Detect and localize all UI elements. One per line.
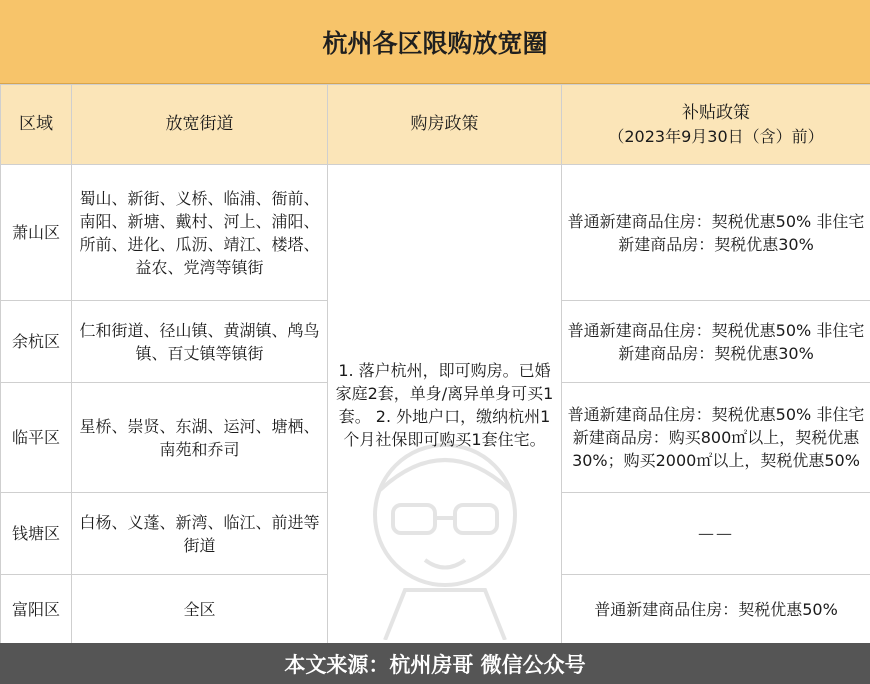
streets-cell: 全区: [72, 575, 328, 645]
header-subsidy: [562, 85, 870, 165]
region-cell: 余杭区: [1, 301, 72, 383]
header-policy: 购房政策: [328, 85, 562, 165]
streets-cell: 星桥、崇贤、东湖、运河、塘栖、南苑和乔司: [72, 383, 328, 493]
table-row: [1, 165, 870, 301]
source-footer: 本文来源：杭州房哥 微信公众号: [0, 643, 870, 684]
streets-cell: 白杨、义蓬、新湾、临江、前进等街道: [72, 493, 328, 575]
subsidy-cell: ——: [562, 493, 870, 575]
header-region: 区域: [1, 85, 72, 165]
region-cell: 富阳区: [1, 575, 72, 645]
region-cell: 临平区: [1, 383, 72, 493]
page-title: 杭州各区限购放宽圈: [0, 0, 870, 84]
header-subsidy-title: 补贴政策: [682, 102, 750, 123]
header-subsidy-subtitle: （2023年9月30日（含）前）: [608, 126, 824, 146]
header-streets: 放宽街道: [72, 85, 328, 165]
streets-cell: 仁和街道、径山镇、黄湖镇、鸬鸟镇、百丈镇等镇街: [72, 301, 328, 383]
subsidy-cell: 普通新建商品住房：契税优惠50%: [562, 575, 870, 645]
region-cell: 萧山区: [1, 165, 72, 301]
subsidy-cell: 普通新建商品住房：契税优惠50% 非住宅新建商品房：契税优惠30%: [562, 301, 870, 383]
region-cell: 钱塘区: [1, 493, 72, 575]
policy-cell: 1. 落户杭州，即可购房。已婚家庭2套，单身/离异单身可买1套。 2. 外地户口，缴纳杭州1个月社保即可购买1套住宅。: [328, 165, 562, 645]
streets-cell: 蜀山、新街、义桥、临浦、衙前、南阳、新塘、戴村、河上、浦阳、所前、进化、瓜沥、靖江、楼塔、益农、党湾等镇街: [72, 165, 328, 301]
subsidy-cell: 普通新建商品住房：契税优惠50% 非住宅新建商品房：购买800㎡以上，契税优惠30%；购买2000㎡以上，契税优惠50%: [562, 383, 870, 493]
subsidy-cell: 普通新建商品住房：契税优惠50% 非住宅新建商品房：契税优惠30%: [562, 165, 870, 301]
policy-table: [0, 84, 870, 645]
